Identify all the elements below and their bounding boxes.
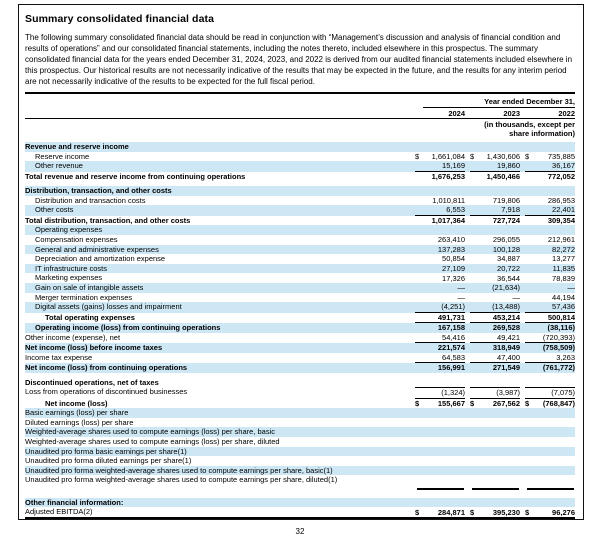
cell-value: (761,772)	[542, 363, 575, 373]
value-cell	[470, 172, 520, 182]
cell-value: (3,987)	[496, 388, 520, 398]
row-label: Total operating expenses	[45, 312, 135, 322]
period-label: Year ended December 31,	[423, 97, 575, 108]
value-cell	[415, 456, 465, 466]
cell-value: 36,544	[497, 273, 520, 283]
cell-value: 1,430,606	[486, 151, 520, 161]
row-label: Operating income (loss) from continuing operations	[35, 322, 221, 332]
row-label: Net income (loss) before income taxes	[25, 342, 163, 352]
table-row	[25, 186, 575, 196]
table-top-rule	[25, 92, 575, 94]
value-cell	[525, 273, 575, 283]
table-row	[25, 333, 575, 343]
value-cell	[470, 152, 520, 162]
rule-bar	[527, 488, 574, 491]
currency-symbol: $	[525, 507, 530, 517]
value-cell	[415, 186, 465, 196]
value-cell	[470, 427, 520, 437]
cell-value: (13,488)	[492, 302, 520, 312]
cell-value: —	[567, 283, 575, 293]
table-row	[25, 225, 575, 235]
table-row	[25, 427, 575, 437]
value-cell	[415, 323, 465, 333]
value-cell	[415, 264, 465, 274]
value-cell	[470, 283, 520, 293]
cell-value: (720,393)	[542, 332, 575, 342]
value-cell	[470, 507, 520, 517]
value-cell	[525, 254, 575, 264]
cell-value: 44,194	[552, 292, 575, 302]
value-cell	[470, 245, 520, 255]
value-cell	[415, 254, 465, 264]
row-label: IT infrastructure costs	[35, 263, 107, 273]
row-label: Unaudited pro forma diluted earnings per share(1)	[25, 456, 192, 466]
value-cell	[525, 172, 575, 182]
table-row	[25, 264, 575, 274]
value-cell	[470, 418, 520, 428]
value-cell	[415, 353, 465, 363]
cell-value: 221,574	[437, 343, 465, 353]
value-cell	[470, 313, 520, 323]
row-label: Adjusted EBITDA(2)	[25, 507, 93, 517]
value-cell	[470, 264, 520, 274]
row-label: Net income (loss)	[45, 398, 108, 408]
cell-value: 6,553	[446, 205, 465, 215]
value-cell	[415, 437, 465, 447]
value-cell	[470, 142, 520, 152]
cell-value: 267,562	[492, 398, 520, 408]
cell-value: 1,010,811	[432, 195, 465, 205]
value-cell	[525, 418, 575, 428]
table-row	[25, 142, 575, 152]
table-row	[25, 245, 575, 255]
value-cell	[415, 399, 465, 409]
value-cell	[415, 205, 465, 215]
value-cell	[415, 466, 465, 476]
row-label: Weighted-average shares used to compute earnings (loss) per share, basic	[25, 427, 275, 437]
cell-value: 20,722	[497, 263, 520, 273]
value-cell	[470, 363, 520, 373]
value-cell	[470, 447, 520, 457]
currency-symbol: $	[415, 398, 420, 408]
value-cell	[415, 485, 465, 493]
value-cell	[415, 235, 465, 245]
table-row	[25, 378, 575, 388]
year-label: 2024	[448, 108, 465, 118]
cell-value: 96,276	[552, 507, 575, 517]
units-note	[25, 121, 575, 138]
value-cell	[470, 408, 520, 418]
value-cell	[525, 302, 575, 312]
cell-value: 78,839	[552, 273, 575, 283]
cell-value: 34,887	[497, 254, 520, 264]
row-label: Other costs	[35, 205, 74, 215]
table-row	[25, 363, 575, 373]
value-cell	[525, 387, 575, 398]
cell-value: 1,017,364	[431, 215, 465, 225]
year-column-2022	[525, 108, 575, 118]
table-period-header	[25, 97, 575, 108]
table-row	[25, 447, 575, 457]
row-label: Income tax expense	[25, 352, 93, 362]
value-cell	[415, 498, 465, 508]
value-cell	[525, 264, 575, 274]
cell-value: 57,436	[552, 302, 575, 312]
value-cell	[415, 343, 465, 353]
row-label: Gain on sale of intangible assets	[35, 282, 144, 292]
row-label: Basic earnings (loss) per share	[25, 408, 129, 418]
cell-value: 296,055	[492, 235, 520, 245]
cell-value: 263,410	[437, 235, 465, 245]
table-row	[25, 283, 575, 293]
value-cell	[525, 313, 575, 323]
cell-value: 453,214	[492, 312, 520, 322]
table-row	[25, 466, 575, 476]
currency-symbol: $	[415, 151, 420, 161]
value-cell	[470, 216, 520, 226]
value-cell	[525, 399, 575, 409]
value-cell	[415, 142, 465, 152]
value-cell	[415, 507, 465, 517]
value-cell	[470, 387, 520, 398]
value-cell	[525, 152, 575, 162]
value-cell	[525, 245, 575, 255]
year-column-2024	[415, 108, 465, 118]
row-label: Net income (loss) from continuing operations	[25, 362, 188, 372]
value-cell	[415, 196, 465, 206]
value-cell	[525, 427, 575, 437]
cell-value: —	[457, 283, 465, 293]
value-cell	[470, 196, 520, 206]
row-label: Marketing expenses	[35, 273, 103, 283]
table-row	[25, 293, 575, 303]
row-label	[25, 485, 410, 493]
cell-value: 167,158	[437, 323, 465, 333]
table-row	[25, 418, 575, 428]
cell-value: 309,354	[547, 215, 575, 225]
cell-value: 395,230	[492, 507, 520, 517]
row-label: Loss from operations of discontinued businesses	[25, 387, 188, 397]
value-cell	[470, 293, 520, 303]
value-cell	[525, 466, 575, 476]
cell-value: 100,128	[492, 244, 520, 254]
value-cell	[415, 302, 465, 312]
cell-value: 269,528	[492, 323, 520, 333]
value-cell	[470, 466, 520, 476]
row-label: Merger termination expenses	[35, 292, 133, 302]
value-cell	[415, 283, 465, 293]
cell-value: 284,871	[437, 507, 465, 517]
currency-symbol: $	[470, 151, 475, 161]
row-label: Other income (expense), net	[25, 332, 121, 342]
cell-value: (4,251)	[441, 302, 465, 312]
value-cell	[415, 333, 465, 343]
table-row	[25, 498, 575, 508]
value-cell	[470, 302, 520, 312]
value-cell	[415, 387, 465, 398]
cell-value: 15,169	[442, 161, 465, 171]
value-cell	[470, 235, 520, 245]
cell-value: 156,991	[437, 363, 465, 373]
cell-value: 137,283	[437, 244, 465, 254]
cell-value: 727,724	[492, 215, 520, 225]
value-cell	[415, 273, 465, 283]
separator-rule-row	[25, 485, 575, 493]
year-label: 2023	[503, 108, 520, 118]
cell-value: 719,806	[492, 195, 520, 205]
cell-value: 1,450,466	[486, 171, 520, 181]
table-row	[25, 205, 575, 215]
value-cell	[470, 378, 520, 388]
cell-value: 82,272	[552, 244, 575, 254]
value-cell	[525, 161, 575, 171]
cell-value: 286,953	[547, 195, 575, 205]
page-title: Summary consolidated financial data	[25, 13, 215, 25]
value-cell	[525, 343, 575, 353]
value-cell	[470, 186, 520, 196]
year-header-spacer	[25, 108, 410, 118]
value-cell	[415, 418, 465, 428]
value-cell	[470, 225, 520, 235]
currency-symbol: $	[470, 398, 475, 408]
value-cell	[415, 172, 465, 182]
table-row	[25, 408, 575, 418]
row-label: Reserve income	[35, 151, 90, 161]
cell-value: 735,885	[547, 151, 575, 161]
value-cell	[525, 485, 575, 493]
intro-paragraph: The following summary consolidated financial data should be read in conjunction with “Management’s discussion and analysis of financial condition and results of operations” and our consolidated financial statements, including the notes thereto, included elsewhere in this prospectus. The summary consolidated financial data for the years ended December 31, 2024, 2023, and 2022 is derived from our audited financial statements included elsewhere in this prospectus. Our historical results are not necessarily indicative of the results that may be expected in the future, and the results for any interim period are not necessarily indicative of the results to be expected for the full fiscal period.	[25, 33, 573, 86]
cell-value: 212,961	[547, 235, 575, 245]
value-cell	[415, 313, 465, 323]
table-body	[25, 142, 575, 519]
currency-symbol: $	[415, 507, 420, 517]
value-cell	[415, 225, 465, 235]
row-label: General and administrative expenses	[35, 244, 159, 254]
value-cell	[525, 283, 575, 293]
value-cell	[525, 293, 575, 303]
row-label: Distribution and transaction costs	[35, 195, 146, 205]
year-label: 2022	[558, 108, 575, 118]
cell-value: (7,075)	[551, 388, 575, 398]
value-cell	[415, 427, 465, 437]
units-note-text: (in thousands, except per share information)	[484, 120, 575, 138]
value-cell	[525, 216, 575, 226]
value-cell	[525, 186, 575, 196]
row-label: Operating expenses	[35, 225, 103, 235]
value-cell	[415, 245, 465, 255]
cell-value: —	[457, 292, 465, 302]
cell-value: 1,661,084	[431, 151, 465, 161]
cell-value: 772,052	[547, 171, 575, 181]
value-cell	[470, 273, 520, 283]
value-cell	[470, 456, 520, 466]
value-cell	[470, 485, 520, 493]
value-cell	[470, 323, 520, 333]
value-cell	[470, 205, 520, 215]
value-cell	[525, 447, 575, 457]
cell-value: 13,277	[552, 254, 575, 264]
value-cell	[470, 437, 520, 447]
year-header-row	[25, 108, 575, 119]
table-row	[25, 456, 575, 466]
cell-value: (1,324)	[441, 388, 465, 398]
row-label: Other financial information:	[25, 497, 124, 507]
value-cell	[525, 363, 575, 373]
row-label: Total revenue and reserve income from continuing operations	[25, 171, 246, 181]
cell-value: 36,167	[552, 161, 575, 171]
table-row	[25, 254, 575, 264]
value-cell	[470, 399, 520, 409]
row-label: Unaudited pro forma basic earnings per share(1)	[25, 446, 187, 456]
cell-value: 3,263	[556, 352, 575, 362]
document-page	[18, 4, 584, 520]
cell-value: 500,814	[547, 312, 575, 322]
value-cell	[470, 498, 520, 508]
cell-value: 50,854	[442, 254, 465, 264]
row-label: Diluted earnings (loss) per share	[25, 417, 134, 427]
row-label: Digital assets (gains) losses and impairment	[35, 302, 182, 312]
cell-value: 491,731	[437, 312, 465, 322]
cell-value: (21,634)	[492, 283, 520, 293]
currency-symbol: $	[525, 398, 530, 408]
value-cell	[525, 225, 575, 235]
table-row	[25, 323, 575, 333]
table-row	[25, 216, 575, 226]
row-label: Other revenue	[35, 161, 83, 171]
value-cell	[525, 475, 575, 485]
value-cell	[525, 507, 575, 517]
value-cell	[470, 254, 520, 264]
row-label: Total distribution, transaction, and other costs	[25, 215, 191, 225]
cell-value: (758,509)	[542, 343, 575, 353]
table-row	[25, 196, 575, 206]
cell-value: —	[512, 292, 520, 302]
cell-value: 22,401	[552, 205, 575, 215]
cell-value: 17,326	[442, 273, 465, 283]
row-label: Discontinued operations, net of taxes	[25, 377, 159, 387]
cell-value: 1,676,253	[431, 171, 465, 181]
value-cell	[525, 378, 575, 388]
rule-bar	[472, 488, 519, 491]
table-row	[25, 235, 575, 245]
value-cell	[525, 323, 575, 333]
value-cell	[525, 498, 575, 508]
table-row	[25, 313, 575, 323]
table-row	[25, 507, 575, 519]
row-label: Weighted-average shares used to compute earnings (loss) per share, diluted	[25, 436, 280, 446]
row-label: Depreciation and amortization expense	[35, 254, 166, 264]
table-row	[25, 437, 575, 447]
cell-value: 54,416	[442, 332, 465, 342]
value-cell	[525, 408, 575, 418]
value-cell	[525, 235, 575, 245]
value-cell	[415, 447, 465, 457]
cell-value: 7,918	[501, 205, 520, 215]
value-cell	[415, 378, 465, 388]
cell-value: 155,667	[437, 398, 465, 408]
value-cell	[525, 142, 575, 152]
table-row	[25, 172, 575, 182]
cell-value: 271,549	[492, 363, 520, 373]
value-cell	[415, 152, 465, 162]
value-cell	[525, 353, 575, 363]
cell-value: 11,835	[552, 263, 575, 273]
year-column-2023	[470, 108, 520, 118]
table-row	[25, 152, 575, 162]
table-row	[25, 161, 575, 171]
table-row	[25, 343, 575, 353]
currency-symbol: $	[525, 151, 530, 161]
cell-value: (38,116)	[547, 323, 575, 333]
table-row	[25, 353, 575, 363]
page-number: 32	[295, 527, 305, 536]
value-cell	[415, 293, 465, 303]
value-cell	[415, 475, 465, 485]
value-cell	[470, 353, 520, 363]
row-label: Distribution, transaction, and other costs	[25, 186, 172, 196]
table-row	[25, 273, 575, 283]
value-cell	[470, 161, 520, 171]
value-cell	[470, 343, 520, 353]
value-cell	[415, 408, 465, 418]
table-row	[25, 399, 575, 409]
table-row	[25, 387, 575, 398]
cell-value: 64,583	[442, 352, 465, 362]
cell-value: 19,860	[497, 161, 520, 171]
table-row	[25, 302, 575, 312]
cell-value: 27,109	[442, 263, 465, 273]
row-label: Unaudited pro forma weighted-average shares used to compute earnings per share, diluted(1)	[25, 475, 338, 485]
value-cell	[415, 161, 465, 171]
cell-value: (768,847)	[542, 398, 575, 408]
value-cell	[415, 216, 465, 226]
row-label: Revenue and reserve income	[25, 142, 129, 151]
cell-value: 318,949	[492, 343, 520, 353]
currency-symbol: $	[470, 507, 475, 517]
value-cell	[415, 363, 465, 373]
value-cell	[525, 437, 575, 447]
cell-value: 49,421	[497, 332, 520, 342]
table-row	[25, 475, 575, 485]
value-cell	[470, 333, 520, 343]
rule-bar	[417, 488, 464, 491]
value-cell	[525, 205, 575, 215]
value-cell	[525, 196, 575, 206]
value-cell	[525, 333, 575, 343]
row-label: Compensation expenses	[35, 234, 118, 244]
cell-value: 47,400	[497, 352, 520, 362]
value-cell	[525, 456, 575, 466]
row-label: Unaudited pro forma weighted-average shares used to compute earnings per share, basic(1)	[25, 465, 333, 475]
value-cell	[470, 475, 520, 485]
